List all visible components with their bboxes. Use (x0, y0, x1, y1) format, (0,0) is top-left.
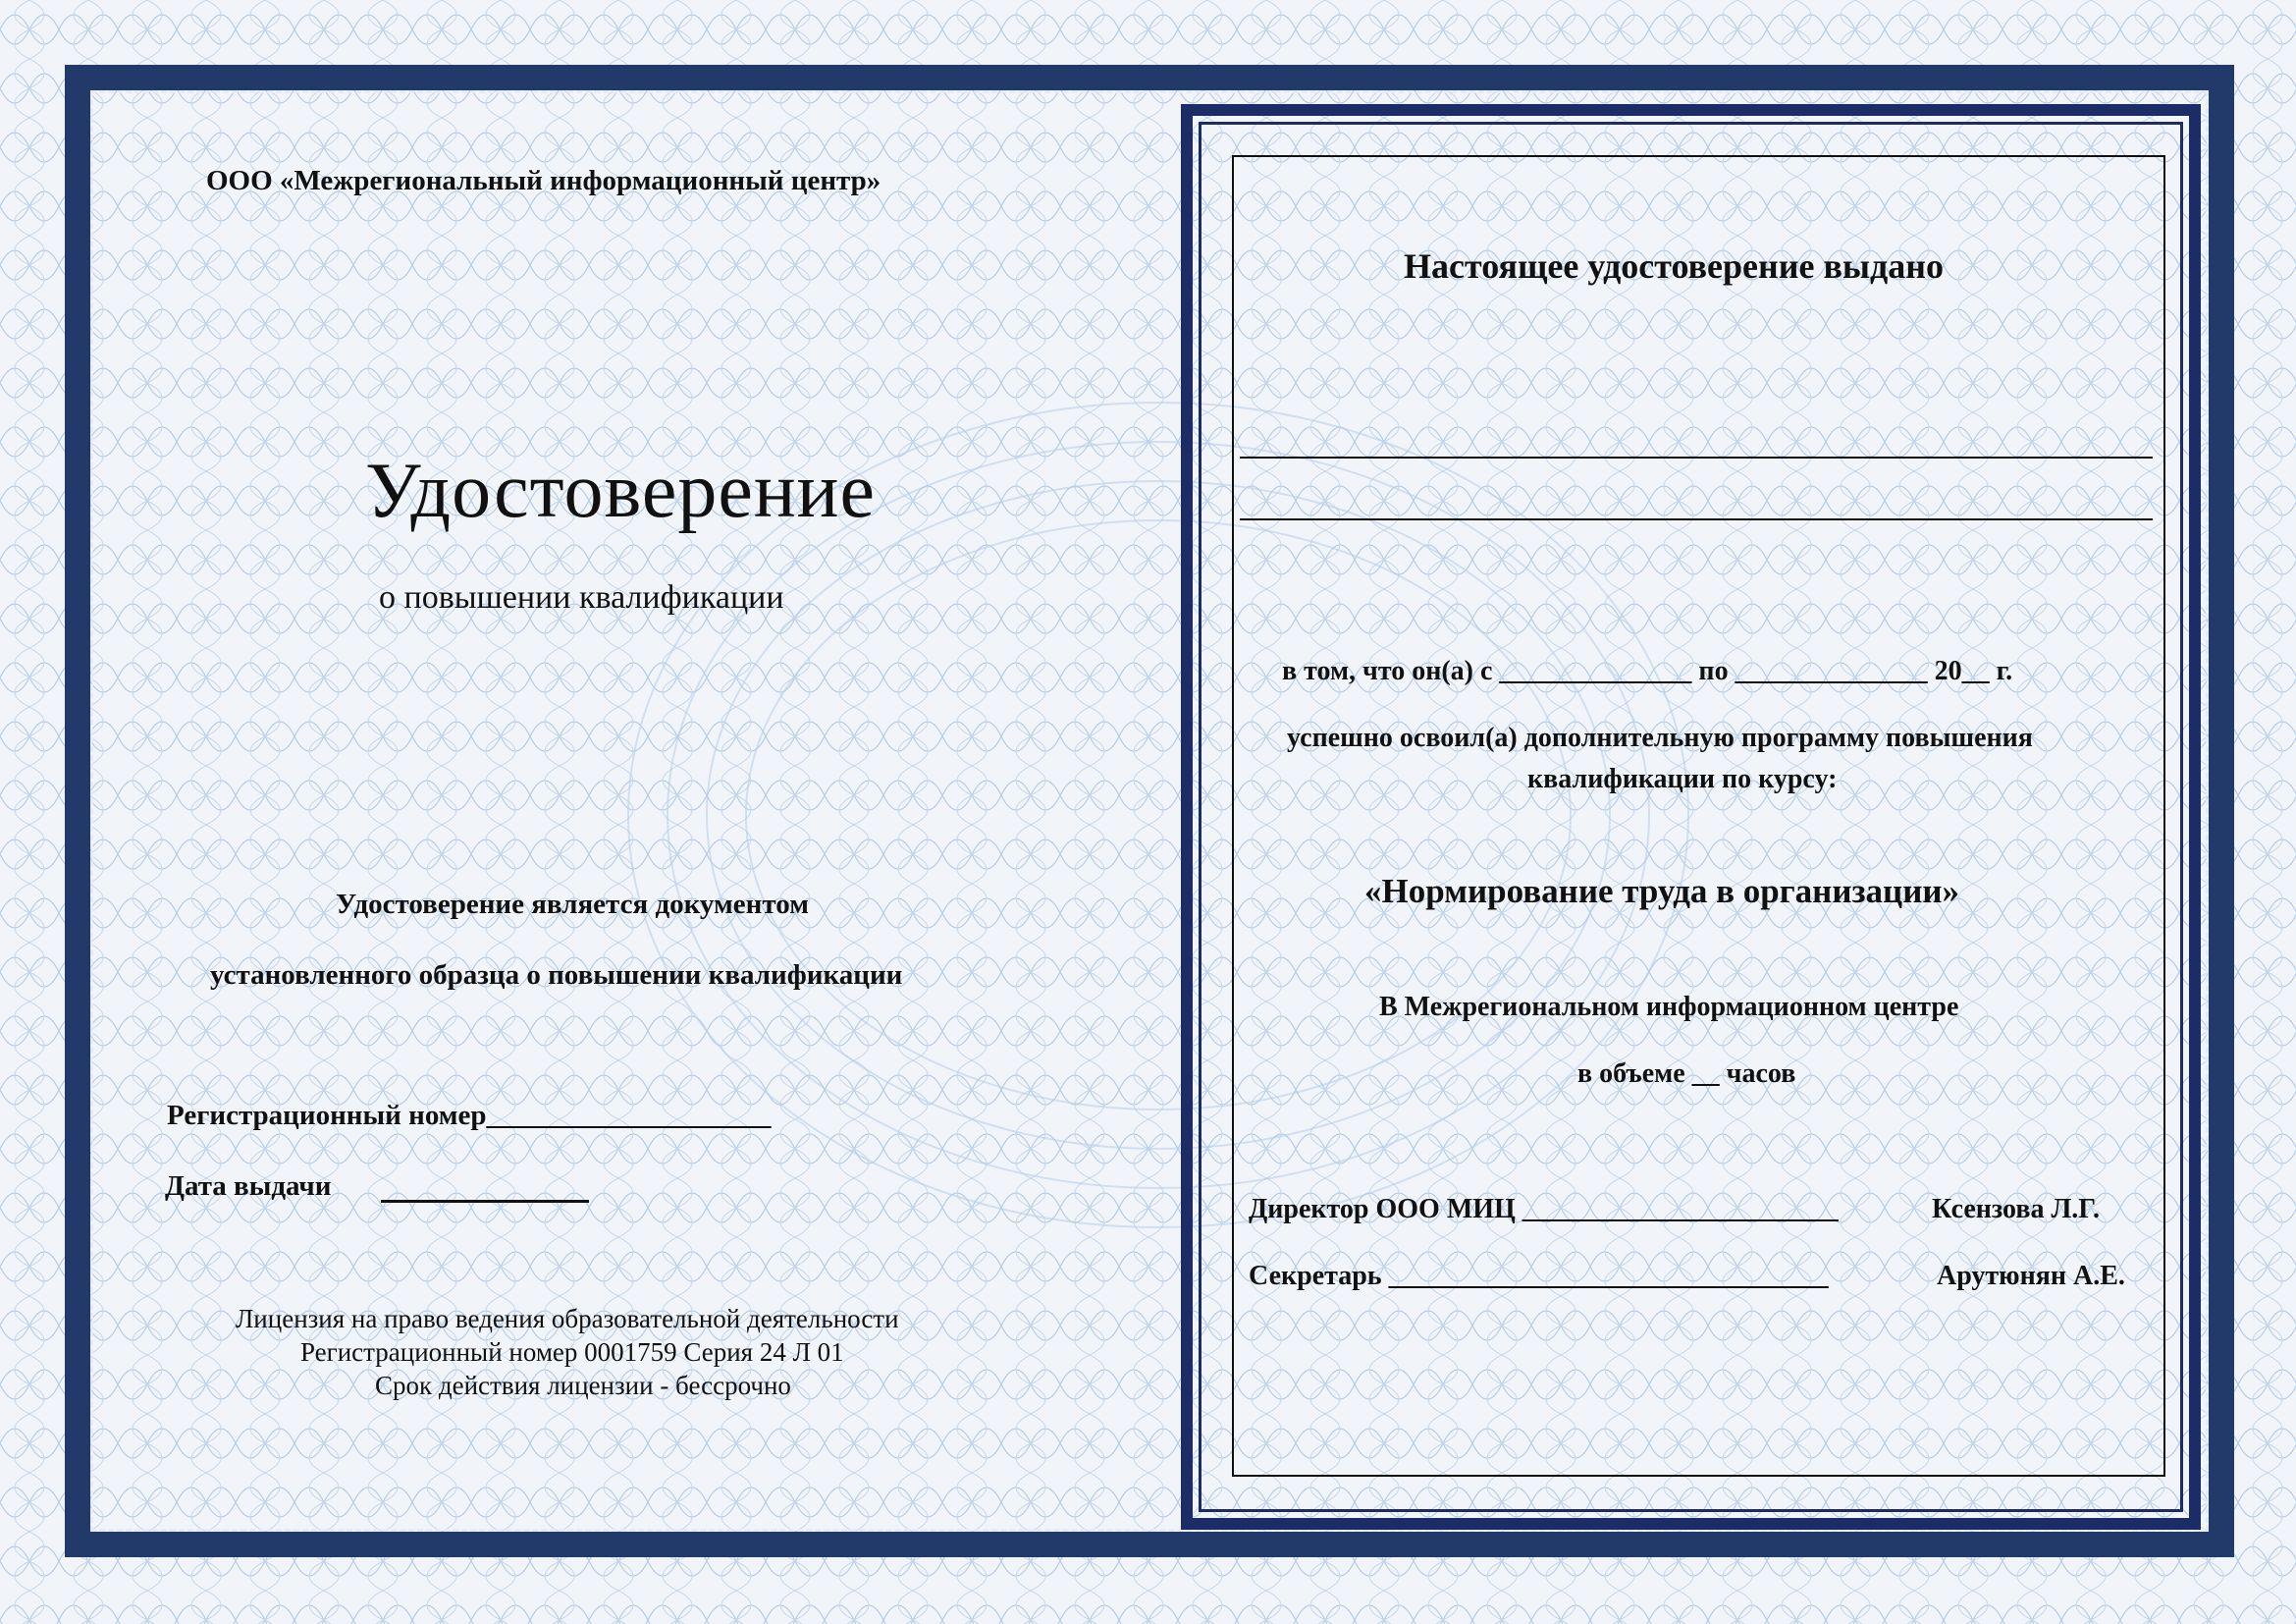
license-line2: Регистрационный номер 0001759 Серия 24 Л 01 (300, 1337, 844, 1367)
program-line2: квалификации по курсу: (1527, 764, 1838, 794)
certificate-subtitle: о повышении квалификации (379, 579, 784, 616)
right-page-frame (1181, 104, 2201, 1530)
issued-to-heading: Настоящее удостоверение выдано (1404, 246, 1944, 286)
director-name: Ксензова Л.Г. (1932, 1194, 2100, 1224)
issue-date-line (381, 1200, 589, 1203)
secretary-signature-line: Секретарь ________________________________ (1249, 1261, 1829, 1291)
doc-note-line1: Удостоверение является документом (336, 889, 809, 920)
recipient-name-line2 (1240, 518, 2153, 520)
license-line3: Срок действия лицензии - бессрочно (375, 1371, 791, 1400)
license-line1: Лицензия на право ведения образовательной деятельности (236, 1304, 899, 1333)
recipient-name-line1 (1240, 457, 2153, 459)
org-name: ООО «Межрегиональный информационный центр» (206, 165, 881, 196)
director-signature-line: Директор ООО МИЦ _______________________ (1249, 1194, 1839, 1224)
registration-number-field: Регистрационный номер____________________ (167, 1100, 772, 1131)
certificate-title: Удостоверение (365, 448, 876, 534)
training-center-text: В Межрегиональном информационном центре (1379, 992, 1959, 1022)
study-period-text: в том, что он(а) с ______________ по ______________ 20__ г. (1282, 656, 2013, 686)
issue-date-label: Дата выдачи (165, 1170, 332, 1202)
program-line1: успешно освоил(а) дополнительную программу повышения (1287, 723, 2033, 753)
doc-note-line2: установленного образца о повышении квалификации (210, 959, 903, 991)
course-name: «Нормирование труда в организации» (1364, 872, 1960, 910)
hours-text: в объеме __ часов (1577, 1058, 1796, 1089)
secretary-name: Арутюнян А.Е. (1937, 1261, 2125, 1291)
